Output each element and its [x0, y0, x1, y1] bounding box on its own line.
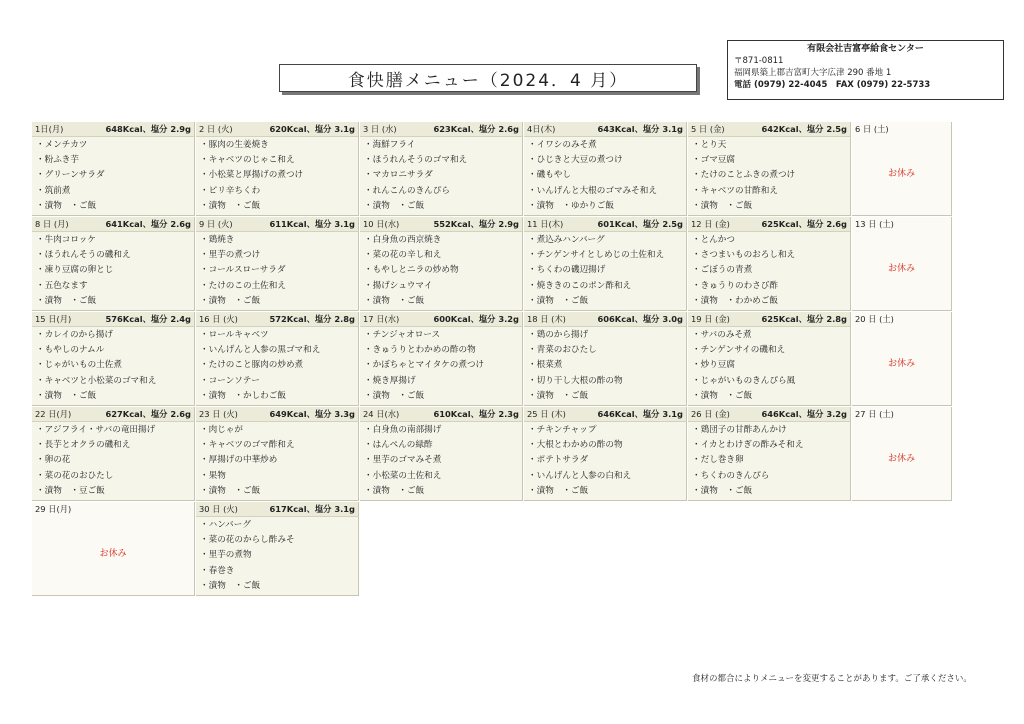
menu-item: ・ポテトサラダ	[528, 455, 589, 466]
menu-list	[360, 422, 522, 499]
menu-item: ・じゃがいもの土佐煮	[36, 360, 122, 371]
day-cell	[360, 312, 523, 406]
menu-item: ・漬物 ・わかめご飯	[692, 295, 778, 306]
day-header	[196, 217, 358, 232]
day-label: 20 日 (土)	[855, 314, 894, 324]
menu-list	[196, 232, 358, 309]
menu-list	[32, 422, 194, 499]
menu-item: ・もやしのナムル	[36, 345, 105, 356]
menu-item: ・ちくわの磯辺揚げ	[528, 265, 606, 276]
nutrition-label: 600Kcal、塩分 3.2g	[433, 314, 519, 324]
holiday-label: お休み	[887, 454, 915, 464]
company-name: 有限会社吉富亭給食センター	[807, 44, 924, 54]
day-header	[524, 217, 686, 232]
menu-list	[196, 517, 358, 594]
day-cell	[852, 312, 952, 406]
day-cell	[32, 312, 195, 406]
day-label: 25 日 (木)	[527, 409, 566, 419]
menu-item: ・里芋の煮物	[200, 550, 252, 561]
menu-item: ・いんげんと人参の黒ゴマ和え	[200, 345, 321, 356]
menu-item: ・たけのこと豚肉の炒め煮	[200, 360, 304, 371]
menu-item: ・かぼちゃとマイタケの煮つけ	[364, 360, 485, 371]
company-info-box	[727, 40, 1004, 100]
day-header	[196, 312, 358, 327]
holiday-label: お休み	[887, 359, 915, 369]
menu-item: ・だし巻き卵	[692, 455, 744, 466]
nutrition-label: 649Kcal、塩分 3.3g	[269, 409, 355, 419]
nutrition-label: 623Kcal、塩分 2.6g	[433, 124, 519, 134]
nutrition-label: 646Kcal、塩分 3.2g	[761, 409, 847, 419]
day-cell	[852, 217, 952, 311]
day-label: 26 日 (金)	[691, 409, 730, 419]
day-label: 9 日 (火)	[199, 219, 233, 229]
day-header	[32, 312, 194, 327]
day-cell	[32, 502, 195, 596]
menu-list	[688, 327, 850, 404]
nutrition-label: 576Kcal、塩分 2.4g	[105, 314, 191, 324]
menu-item: ・小松菜と厚揚げの煮つけ	[200, 170, 304, 181]
menu-item: ・はんぺんの緑酢	[364, 440, 433, 451]
menu-item: ・マカロニサラダ	[364, 170, 433, 181]
menu-item: ・ほうれんそうの磯和え	[36, 250, 131, 261]
menu-item: ・コールスローサラダ	[200, 265, 286, 276]
day-label: 10 日(水)	[363, 219, 400, 229]
menu-item: ・さつまいものおろし和え	[692, 250, 796, 261]
menu-item: ・漬物 ・豆ご飯	[36, 485, 105, 496]
day-cell	[360, 407, 523, 501]
menu-list	[360, 327, 522, 404]
menu-list	[360, 137, 522, 214]
menu-item: ・凍り豆腐の卵とじ	[36, 265, 114, 276]
menu-item: ・牛肉コロッケ	[36, 235, 96, 245]
menu-item: ・チンジャオロース	[364, 330, 441, 340]
day-cell	[524, 122, 687, 216]
day-cell	[360, 122, 523, 216]
menu-item: ・漬物 ・ご飯	[528, 295, 589, 306]
nutrition-label: 601Kcal、塩分 2.5g	[597, 219, 683, 229]
menu-item: ・漬物 ・ご飯	[528, 485, 589, 496]
day-header	[196, 502, 358, 517]
menu-item: ・長芋とオクラの磯和え	[36, 440, 131, 451]
menu-list	[196, 327, 358, 404]
menu-list	[524, 137, 686, 214]
day-header	[32, 407, 194, 422]
menu-item: ・イカとわけぎの酢みそ和え	[692, 440, 804, 451]
day-cell	[852, 407, 952, 501]
menu-item: ・サバのみそ煮	[692, 330, 752, 340]
menu-item: ・卵の花	[36, 455, 71, 466]
menu-item: ・漬物 ・ご飯	[692, 390, 753, 401]
day-label: 8 日 (月)	[35, 219, 69, 229]
day-header	[524, 122, 686, 137]
menu-list	[32, 327, 194, 404]
menu-item: ・漬物 ・ご飯	[692, 485, 753, 496]
company-address: 福岡県築上郡吉富町大字広津 290 番地 1	[734, 68, 892, 78]
day-cell	[196, 312, 359, 406]
menu-item: ・白身魚の西京焼き	[364, 235, 442, 245]
day-label: 18 日 (木)	[527, 314, 566, 324]
day-label: 2 日 (火)	[199, 124, 233, 134]
menu-item: ・ほうれんそうのゴマ和え	[364, 155, 468, 166]
day-header	[852, 407, 951, 421]
menu-item: ・豚肉の生姜焼き	[200, 140, 269, 150]
nutrition-label: 648Kcal、塩分 2.9g	[105, 124, 191, 134]
day-cell	[688, 122, 851, 216]
nutrition-label: 643Kcal、塩分 3.1g	[597, 124, 683, 134]
menu-item: ・鶏のから揚げ	[528, 330, 589, 340]
holiday-label: お休み	[887, 169, 915, 179]
day-cell	[688, 312, 851, 406]
menu-item: ・ごぼうの青煮	[692, 265, 753, 276]
day-cell	[196, 502, 359, 596]
day-header	[524, 312, 686, 327]
menu-item: ・とり天	[692, 140, 727, 150]
menu-item: ・白身魚の南部揚げ	[364, 425, 442, 435]
menu-item: ・里芋のゴマみそ煮	[364, 455, 442, 466]
menu-item: ・いんげんと大根のゴマみそ和え	[528, 185, 657, 196]
menu-list	[360, 232, 522, 309]
menu-item: ・漬物 ・ご飯	[364, 200, 425, 211]
day-header	[360, 407, 522, 422]
menu-item: ・炒り豆腐	[692, 360, 735, 371]
day-header	[360, 122, 522, 137]
menu-item: ・たけのことふきの煮つけ	[692, 170, 796, 181]
menu-item: ・漬物 ・ご飯	[36, 200, 97, 211]
menu-list	[688, 232, 850, 309]
day-cell	[32, 122, 195, 216]
menu-item: ・青菜のおひたし	[528, 345, 597, 356]
nutrition-label: 625Kcal、塩分 2.6g	[761, 219, 847, 229]
menu-item: ・キャベツの甘酢和え	[692, 185, 778, 196]
menu-item: ・五色なます	[36, 280, 88, 291]
menu-item: ・れんこんのきんぴら	[364, 185, 450, 196]
day-header	[32, 502, 194, 516]
menu-item: ・筑前煮	[36, 185, 71, 196]
menu-item: ・漬物 ・ご飯	[200, 580, 261, 591]
menu-item: ・じゃがいものきんぴら風	[692, 375, 796, 386]
day-label: 5 日 (金)	[691, 124, 725, 134]
day-cell	[196, 217, 359, 311]
footer-note: 食材の都合によりメニューを変更することがあります。ご了承ください。	[692, 674, 972, 684]
menu-item: ・菜の花のおひたし	[36, 470, 114, 481]
menu-item: ・磯もやし	[528, 170, 571, 181]
day-header	[196, 122, 358, 137]
day-cell	[32, 217, 195, 311]
nutrition-label: 611Kcal、塩分 3.1g	[269, 219, 355, 229]
day-header	[32, 122, 194, 137]
menu-item: ・キャベツのゴマ酢和え	[200, 440, 295, 451]
menu-item: ・漬物 ・ゆかりご飯	[528, 200, 614, 211]
menu-item: ・鶏団子の甘酢あんかけ	[692, 425, 787, 435]
menu-item: ・きゅうりのわさび酢	[692, 280, 778, 291]
menu-item: ・漬物 ・ご飯	[692, 200, 753, 211]
menu-item: ・漬物 ・ご飯	[528, 390, 589, 401]
menu-item: ・ハンバーグ	[200, 520, 251, 530]
menu-item: ・漬物 ・ご飯	[200, 200, 261, 211]
day-label: 23 日 (火)	[199, 409, 238, 419]
menu-item: ・菜の花のからし酢みそ	[200, 535, 295, 546]
day-cell	[688, 407, 851, 501]
menu-item: ・大根とわかめの酢の物	[528, 440, 623, 451]
page-title	[279, 64, 697, 92]
day-header	[688, 122, 850, 137]
menu-item: ・漬物 ・ご飯	[36, 295, 97, 306]
menu-item: ・切り干し大根の酢の物	[528, 375, 623, 386]
day-label: 27 日 (土)	[855, 409, 894, 419]
day-label: 24 日(水)	[363, 409, 400, 419]
day-cell	[524, 312, 687, 406]
day-header	[360, 217, 522, 232]
menu-list	[688, 137, 850, 214]
day-cell	[688, 217, 851, 311]
day-label: 19 日 (金)	[691, 314, 730, 324]
day-label: 11 日(木)	[527, 219, 564, 229]
menu-item: ・ピリ辛ちくわ	[200, 185, 261, 196]
day-label: 12 日 (金)	[691, 219, 730, 229]
day-cell	[524, 217, 687, 311]
day-label: 4日(木)	[527, 124, 556, 134]
day-cell	[360, 217, 523, 311]
day-label: 16 日 (火)	[199, 314, 238, 324]
menu-list	[524, 422, 686, 499]
day-cell	[852, 122, 952, 216]
day-header	[852, 217, 951, 231]
nutrition-label: 610Kcal、塩分 2.3g	[433, 409, 519, 419]
day-label: 30 日 (火)	[199, 504, 238, 514]
day-label: 22 日(月)	[35, 409, 72, 419]
nutrition-label: 617Kcal、塩分 3.1g	[269, 504, 355, 514]
menu-item: ・漬物 ・ご飯	[364, 390, 425, 401]
company-tel: 電話 (0979) 22-4045 FAX (0979) 22-5733	[734, 80, 931, 90]
menu-item: ・漬物 ・ご飯	[36, 390, 97, 401]
menu-item: ・漬物 ・かしわご飯	[200, 390, 286, 401]
menu-item: ・小松菜の土佐和え	[364, 470, 442, 481]
menu-item: ・メンチカツ	[36, 140, 88, 150]
menu-item: ・イワシのみそ煮	[528, 140, 597, 150]
company-postal: 〒871-0811	[734, 56, 784, 66]
menu-list	[688, 422, 850, 499]
menu-item: ・煮込みハンバーグ	[528, 235, 605, 245]
day-header	[32, 217, 194, 232]
menu-item: ・厚揚げの中華炒め	[200, 455, 278, 466]
menu-item: ・ゴマ豆腐	[692, 155, 735, 166]
menu-list	[32, 137, 194, 214]
menu-item: ・果物	[200, 470, 226, 481]
day-header	[852, 122, 951, 136]
menu-item: ・チキンチャップ	[528, 425, 597, 435]
menu-item: ・コーンソテー	[200, 375, 260, 386]
menu-item: ・漬物 ・ご飯	[364, 295, 425, 306]
menu-item: ・たけのこの土佐和え	[200, 280, 286, 291]
menu-item: ・とんかつ	[692, 235, 735, 245]
day-header	[196, 407, 358, 422]
day-cell	[196, 122, 359, 216]
nutrition-label: 606Kcal、塩分 3.0g	[597, 314, 683, 324]
menu-item: ・鶏焼き	[200, 235, 235, 245]
menu-item: ・海鮮フライ	[364, 140, 416, 150]
menu-item: ・カレイのから揚げ	[36, 330, 113, 340]
day-header	[852, 312, 951, 326]
menu-item: ・焼ききのこのポン酢和え	[528, 280, 632, 291]
day-label: 15 日(月)	[35, 314, 72, 324]
day-header	[688, 312, 850, 327]
title-text: 食快膳メニュー（2024．4 月）	[347, 70, 629, 91]
menu-item: ・肉じゃが	[200, 425, 243, 435]
menu-item: ・焼き厚揚げ	[364, 375, 416, 386]
nutrition-label: 572Kcal、塩分 2.8g	[269, 314, 355, 324]
menu-item: ・キャベツと小松菜のゴマ和え	[36, 375, 157, 386]
nutrition-label: 627Kcal、塩分 2.6g	[105, 409, 191, 419]
menu-list	[196, 422, 358, 499]
day-header	[524, 407, 686, 422]
day-cell	[524, 407, 687, 501]
menu-item: ・菜の花の辛し和え	[364, 250, 442, 261]
nutrition-label: 642Kcal、塩分 2.5g	[761, 124, 847, 134]
day-cell	[196, 407, 359, 501]
menu-item: ・チンゲンサイの磯和え	[692, 345, 786, 356]
day-label: 17 日(水)	[363, 314, 400, 324]
nutrition-label: 620Kcal、塩分 3.1g	[269, 124, 355, 134]
menu-item: ・ちくわのきんぴら	[692, 470, 770, 481]
menu-item: ・春巻き	[200, 565, 235, 576]
nutrition-label: 646Kcal、塩分 3.1g	[597, 409, 683, 419]
day-label: 3 日 (水)	[363, 124, 397, 134]
nutrition-label: 625Kcal、塩分 2.8g	[761, 314, 847, 324]
day-header	[688, 407, 850, 422]
day-label: 6 日 (土)	[855, 124, 889, 134]
nutrition-label: 641Kcal、塩分 2.6g	[105, 219, 191, 229]
menu-list	[524, 232, 686, 309]
menu-item: ・チンゲンサイとしめじの土佐和え	[528, 250, 665, 261]
menu-item: ・粉ふき芋	[36, 155, 79, 166]
menu-item: ・きゅうりとわかめの酢の物	[364, 345, 476, 356]
menu-list	[524, 327, 686, 404]
menu-item: ・漬物 ・ご飯	[200, 295, 261, 306]
day-header	[688, 217, 850, 232]
day-cell	[32, 407, 195, 501]
day-header	[360, 312, 522, 327]
day-label: 13 日 (土)	[855, 219, 894, 229]
menu-item: ・ロールキャベツ	[200, 330, 269, 340]
menu-item: ・アジフライ・サバの竜田揚げ	[36, 425, 156, 435]
nutrition-label: 552Kcal、塩分 2.9g	[433, 219, 519, 229]
day-label: 1日(月)	[35, 124, 64, 134]
menu-item: ・漬物 ・ご飯	[200, 485, 261, 496]
menu-item: ・キャベツのじゃこ和え	[200, 155, 295, 166]
menu-item: ・里芋の煮つけ	[200, 250, 261, 261]
menu-item: ・ひじきと大豆の煮つけ	[528, 155, 623, 166]
holiday-label: お休み	[887, 264, 915, 274]
menu-list	[32, 232, 194, 309]
holiday-label: お休み	[99, 549, 127, 559]
menu-item: ・根菜煮	[528, 360, 563, 371]
menu-item: ・グリーンサラダ	[36, 170, 105, 181]
menu-item: ・揚げシュウマイ	[364, 280, 433, 291]
menu-item: ・もやしとニラの炒め物	[364, 265, 459, 276]
menu-list	[196, 137, 358, 214]
day-label: 29 日(月)	[35, 504, 72, 514]
menu-item: ・漬物 ・ご飯	[364, 485, 425, 496]
menu-item: ・いんげんと人参の白和え	[528, 470, 632, 481]
